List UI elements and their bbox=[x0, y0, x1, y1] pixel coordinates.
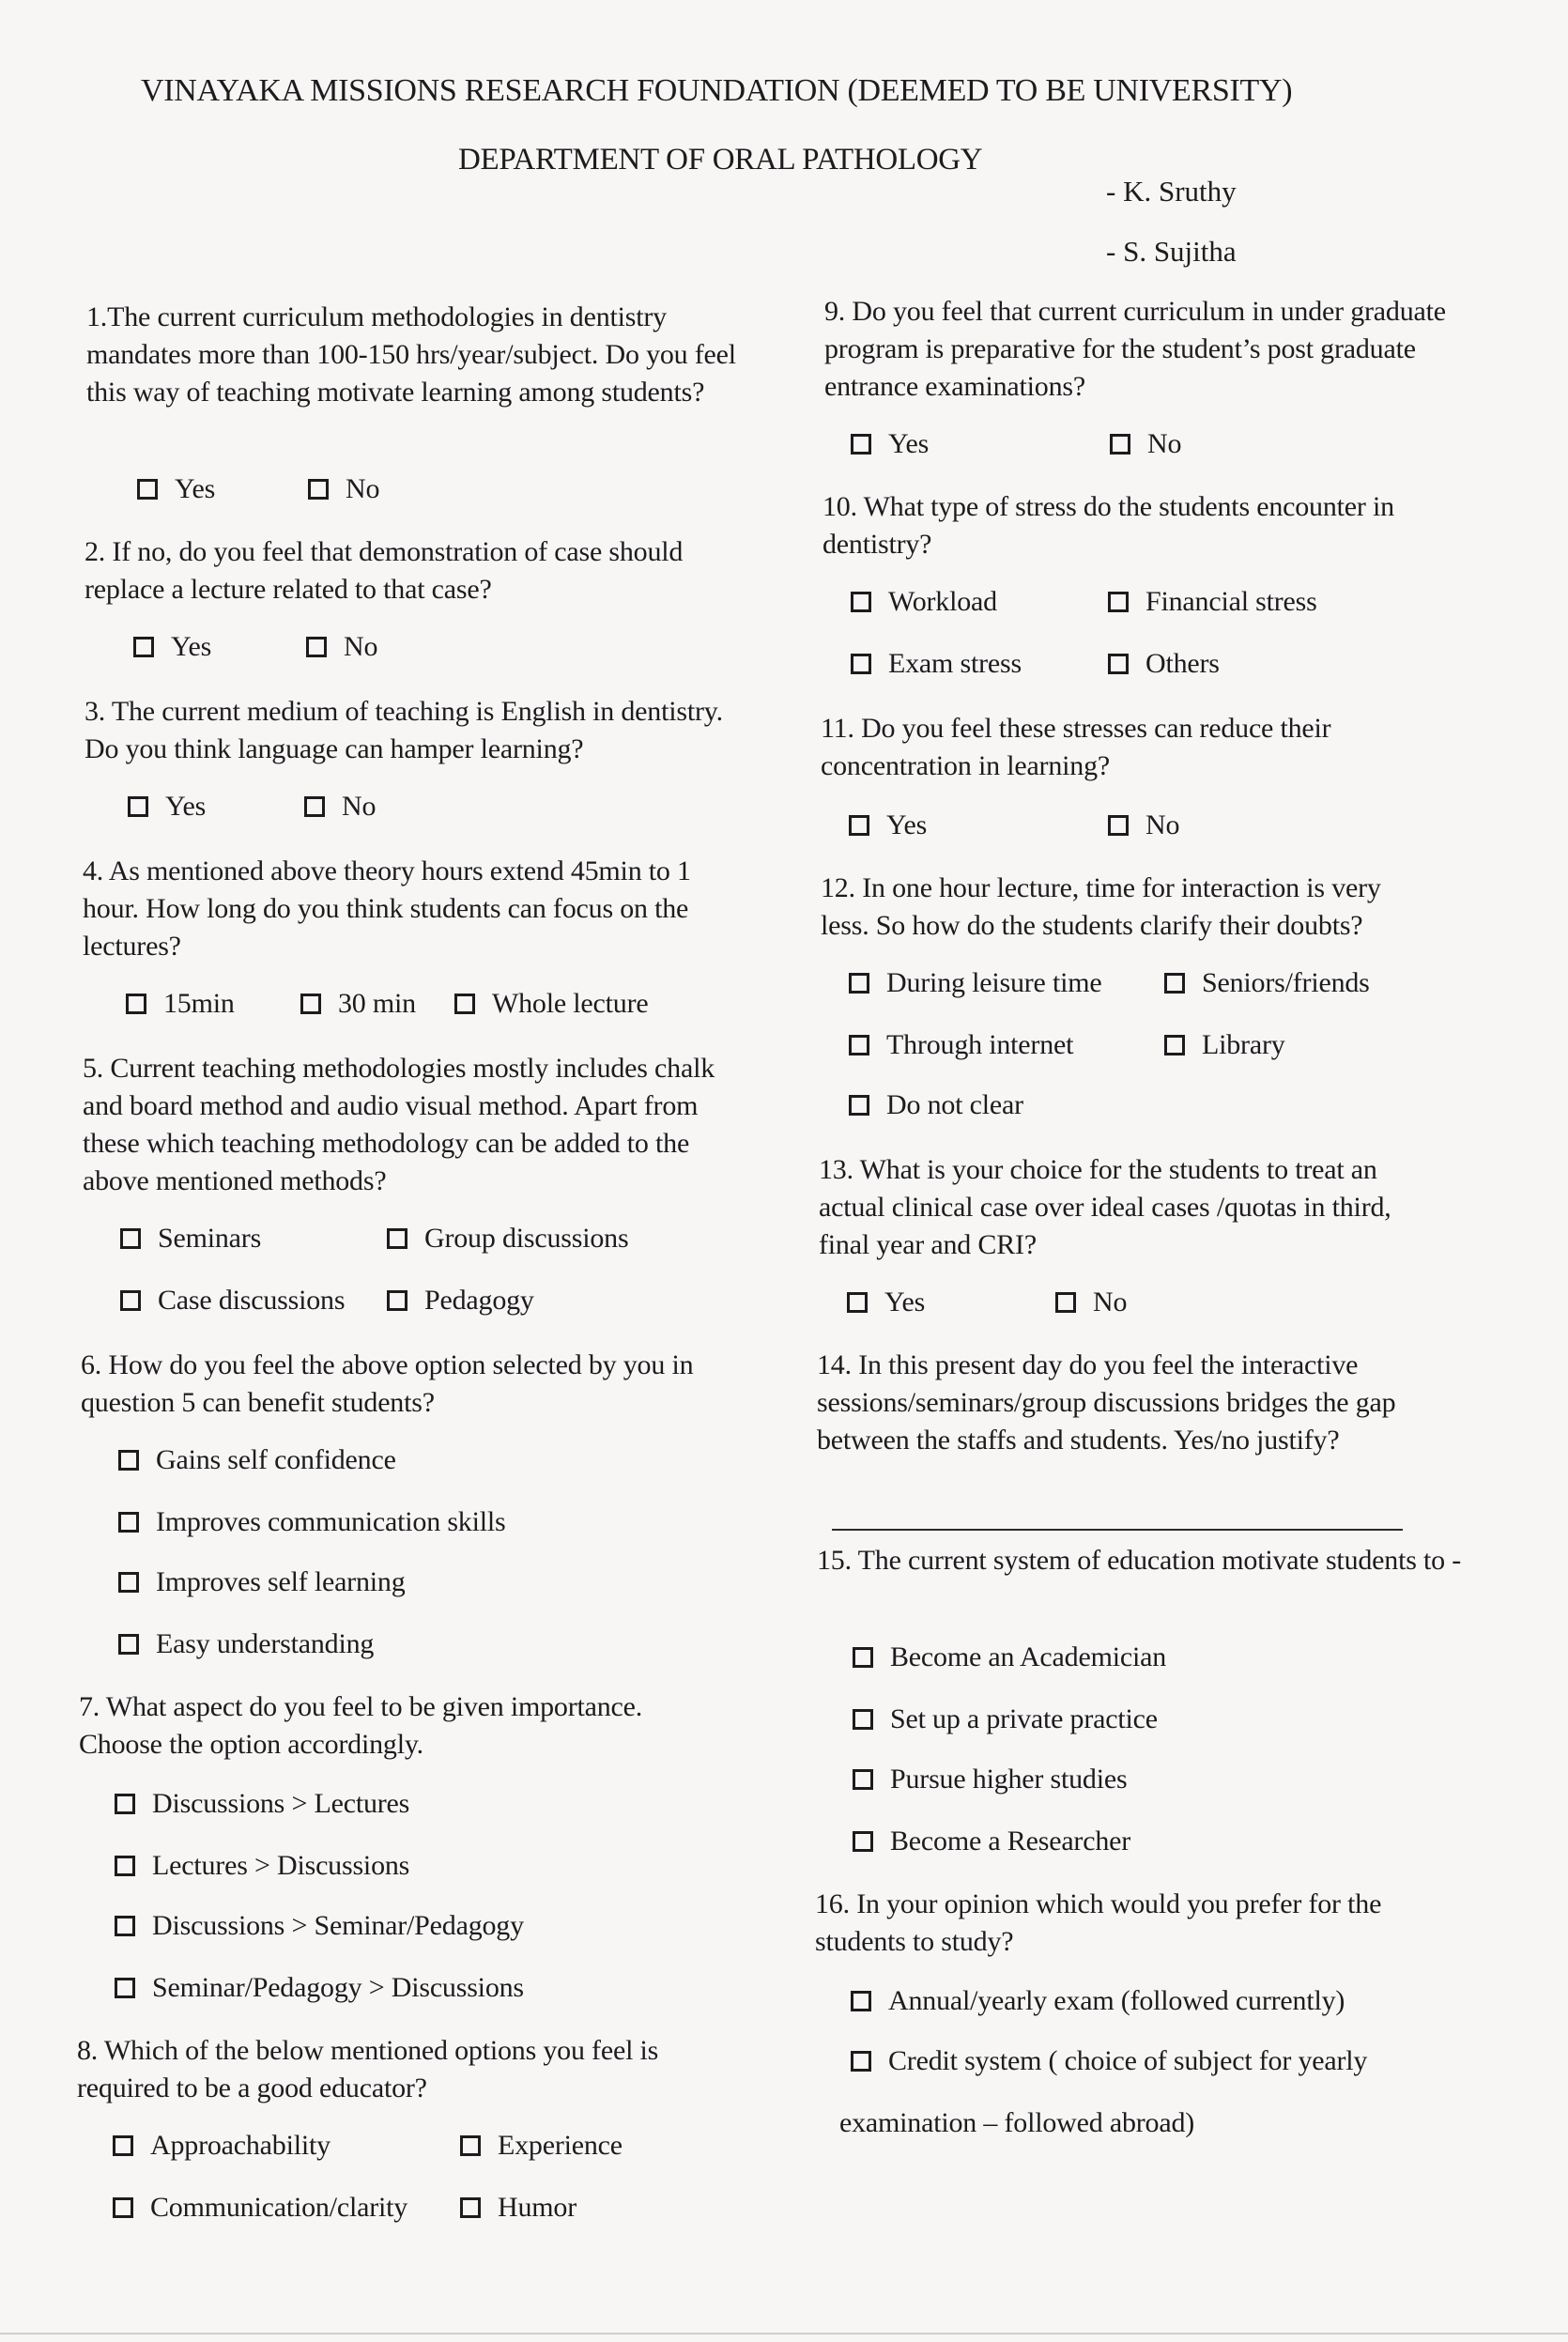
q16-option-1[interactable]: Annual/yearly exam (followed currently) bbox=[851, 1985, 1345, 2017]
checkbox-icon[interactable] bbox=[849, 1095, 869, 1116]
q10-option-workload[interactable]: Workload bbox=[851, 586, 997, 618]
q6-option-4[interactable]: Easy understanding bbox=[118, 1628, 374, 1660]
checkbox-icon[interactable] bbox=[460, 2135, 481, 2156]
question-8: 8. Which of the below mentioned options you feel is required to be a good educator? bbox=[77, 2035, 659, 2103]
q5-option-case-discussions[interactable]: Case discussions bbox=[120, 1285, 345, 1317]
checkbox-icon[interactable] bbox=[851, 2051, 871, 2072]
checkbox-icon[interactable] bbox=[851, 592, 871, 612]
q8-option-communication[interactable]: Communication/clarity bbox=[113, 2192, 407, 2224]
q10-option-exam[interactable]: Exam stress bbox=[851, 648, 1022, 680]
q16-option-2[interactable]: Credit system ( choice of subject for yearly bbox=[851, 2045, 1367, 2077]
q11-option-yes[interactable]: Yes bbox=[849, 809, 927, 841]
checkbox-icon[interactable] bbox=[1108, 815, 1129, 836]
question-3: 3. The current medium of teaching is English in dentistry. Do you think language can hamper learning? bbox=[85, 696, 723, 764]
checkbox-icon[interactable] bbox=[1110, 434, 1130, 455]
q5-option-pedagogy[interactable]: Pedagogy bbox=[387, 1285, 534, 1317]
q2-option-yes[interactable]: Yes bbox=[133, 631, 211, 663]
q8-option-experience[interactable]: Experience bbox=[460, 2130, 623, 2162]
question-7: 7. What aspect do you feel to be given importance. Choose the option accordingly. bbox=[79, 1691, 643, 1760]
checkbox-icon[interactable] bbox=[1108, 654, 1129, 674]
author-1: - K. Sruthy bbox=[1106, 175, 1237, 208]
checkbox-icon[interactable] bbox=[115, 1916, 135, 1936]
q7-option-4[interactable]: Seminar/Pedagogy > Discussions bbox=[115, 1972, 524, 2004]
question-6: 6. How do you feel the above option selected by you in question 5 can benefit students? bbox=[81, 1349, 694, 1418]
answer-line[interactable] bbox=[832, 1529, 1403, 1531]
checkbox-icon[interactable] bbox=[118, 1450, 139, 1471]
author-2: - S. Sujitha bbox=[1106, 235, 1237, 268]
q5-option-seminars[interactable]: Seminars bbox=[120, 1223, 261, 1255]
question-10: 10. What type of stress do the students encounter in dentistry? bbox=[822, 491, 1394, 560]
q9-option-yes[interactable]: Yes bbox=[851, 428, 929, 460]
question-9: 9. Do you feel that current curriculum in under graduate program is preparative for the student’s post graduate entrance examinations? bbox=[824, 296, 1446, 402]
checkbox-icon[interactable] bbox=[113, 2135, 133, 2156]
q7-option-1[interactable]: Discussions > Lectures bbox=[115, 1788, 409, 1820]
question-4: 4. As mentioned above theory hours extend 45min to 1 hour. How long do you think students can focus on the lectures? bbox=[83, 855, 691, 962]
q8-option-humor[interactable]: Humor bbox=[460, 2192, 576, 2224]
q1-option-yes[interactable]: Yes bbox=[137, 473, 215, 505]
question-11: 11. Do you feel these stresses can reduce their concentration in learning? bbox=[821, 713, 1331, 781]
q6-option-1[interactable]: Gains self confidence bbox=[118, 1444, 396, 1476]
checkbox-icon[interactable] bbox=[460, 2197, 481, 2218]
checkbox-icon[interactable] bbox=[849, 973, 869, 994]
checkbox-icon[interactable] bbox=[133, 637, 154, 657]
checkbox-icon[interactable] bbox=[849, 815, 869, 836]
checkbox-icon[interactable] bbox=[128, 796, 148, 817]
q4-option-15min[interactable]: 15min bbox=[126, 988, 235, 1020]
question-5: 5. Current teaching methodologies mostly includes chalk and board method and audio visual method. Apart from these which teaching methodology can be added to the above mentioned methods? bbox=[83, 1053, 715, 1196]
checkbox-icon[interactable] bbox=[847, 1292, 868, 1313]
q1-option-no[interactable]: No bbox=[308, 473, 379, 505]
q7-option-3[interactable]: Discussions > Seminar/Pedagogy bbox=[115, 1910, 524, 1942]
q15-option-1[interactable]: Become an Academician bbox=[853, 1641, 1166, 1673]
checkbox-icon[interactable] bbox=[851, 434, 871, 455]
question-13: 13. What is your choice for the students to treat an actual clinical case over ideal cases /quotas in third, final year and CRI? bbox=[819, 1154, 1391, 1260]
checkbox-icon[interactable] bbox=[300, 994, 321, 1014]
checkbox-icon[interactable] bbox=[115, 1978, 135, 1998]
checkbox-icon[interactable] bbox=[454, 994, 475, 1014]
question-12: 12. In one hour lecture, time for interaction is very less. So how do the students clarify their doubts? bbox=[821, 872, 1381, 941]
institution-title: VINAYAKA MISSIONS RESEARCH FOUNDATION (DEEMED TO BE UNIVERSITY) bbox=[141, 73, 1293, 108]
checkbox-icon[interactable] bbox=[115, 1856, 135, 1876]
question-14: 14. In this present day do you feel the interactive sessions/seminars/group discussions bridges the gap between the staffs and students. Yes/no justify? bbox=[817, 1349, 1396, 1456]
checkbox-icon[interactable] bbox=[113, 2197, 133, 2218]
checkbox-icon[interactable] bbox=[853, 1769, 873, 1790]
checkbox-icon[interactable] bbox=[1108, 592, 1129, 612]
checkbox-icon[interactable] bbox=[387, 1228, 407, 1249]
checkbox-icon[interactable] bbox=[851, 654, 871, 674]
q10-option-financial[interactable]: Financial stress bbox=[1108, 586, 1317, 618]
checkbox-icon[interactable] bbox=[849, 1035, 869, 1055]
q4-option-30min[interactable]: 30 min bbox=[300, 988, 416, 1020]
q15-option-2[interactable]: Set up a private practice bbox=[853, 1703, 1158, 1735]
q13-option-yes[interactable]: Yes bbox=[847, 1287, 925, 1318]
q7-option-2[interactable]: Lectures > Discussions bbox=[115, 1850, 409, 1882]
q12-option-leisure[interactable]: During leisure time bbox=[849, 967, 1101, 999]
checkbox-icon[interactable] bbox=[308, 479, 329, 500]
q12-option-seniors[interactable]: Seniors/friends bbox=[1164, 967, 1370, 999]
checkbox-icon[interactable] bbox=[1055, 1292, 1076, 1313]
q6-option-3[interactable]: Improves self learning bbox=[118, 1566, 406, 1598]
checkbox-icon[interactable] bbox=[115, 1794, 135, 1814]
q15-option-3[interactable]: Pursue higher studies bbox=[853, 1764, 1127, 1795]
checkbox-icon[interactable] bbox=[853, 1831, 873, 1852]
q12-option-library[interactable]: Library bbox=[1164, 1029, 1285, 1061]
q6-option-2[interactable]: Improves communication skills bbox=[118, 1506, 505, 1538]
question-1: 1.The current curriculum methodologies in dentistry mandates more than 100-150 hrs/year/subject. Do you feel this way of teaching motivate learning among students? bbox=[86, 301, 736, 408]
q10-option-others[interactable]: Others bbox=[1108, 648, 1220, 680]
q16-option-2-continuation: examination – followed abroad) bbox=[839, 2107, 1195, 2138]
checkbox-icon[interactable] bbox=[118, 1634, 139, 1655]
checkbox-icon[interactable] bbox=[853, 1709, 873, 1730]
question-15: 15. The current system of education motivate students to - bbox=[817, 1545, 1462, 1576]
question-2: 2. If no, do you feel that demonstration of case should replace a lecture related to that case? bbox=[85, 536, 684, 605]
checkbox-icon[interactable] bbox=[118, 1512, 139, 1533]
checkbox-icon[interactable] bbox=[126, 994, 146, 1014]
q2-option-no[interactable]: No bbox=[306, 631, 377, 663]
checkbox-icon[interactable] bbox=[851, 1991, 871, 2011]
q15-option-4[interactable]: Become a Researcher bbox=[853, 1826, 1130, 1857]
checkbox-icon[interactable] bbox=[137, 479, 158, 500]
checkbox-icon[interactable] bbox=[304, 796, 325, 817]
q8-option-approachability[interactable]: Approachability bbox=[113, 2130, 331, 2162]
checkbox-icon[interactable] bbox=[387, 1290, 407, 1311]
q3-option-yes[interactable]: Yes bbox=[128, 791, 206, 823]
q12-option-internet[interactable]: Through internet bbox=[849, 1029, 1073, 1061]
checkbox-icon[interactable] bbox=[853, 1647, 873, 1668]
checkbox-icon[interactable] bbox=[120, 1228, 141, 1249]
q11-option-no[interactable]: No bbox=[1108, 809, 1179, 841]
checkbox-icon[interactable] bbox=[1164, 1035, 1185, 1055]
question-16: 16. In your opinion which would you prefer for the students to study? bbox=[815, 1888, 1382, 1957]
page-bottom-edge bbox=[0, 2333, 1568, 2334]
checkbox-icon[interactable] bbox=[1164, 973, 1185, 994]
q12-option-do-not-clear[interactable]: Do not clear bbox=[849, 1089, 1023, 1121]
q3-option-no[interactable]: No bbox=[304, 791, 376, 823]
department-title: DEPARTMENT OF ORAL PATHOLOGY bbox=[458, 143, 983, 177]
checkbox-icon[interactable] bbox=[306, 637, 327, 657]
checkbox-icon[interactable] bbox=[118, 1572, 139, 1593]
q5-option-group-discussions[interactable]: Group discussions bbox=[387, 1223, 628, 1255]
q4-option-whole-lecture[interactable]: Whole lecture bbox=[454, 988, 648, 1020]
q9-option-no[interactable]: No bbox=[1110, 428, 1181, 460]
q13-option-no[interactable]: No bbox=[1055, 1287, 1127, 1318]
checkbox-icon[interactable] bbox=[120, 1290, 141, 1311]
